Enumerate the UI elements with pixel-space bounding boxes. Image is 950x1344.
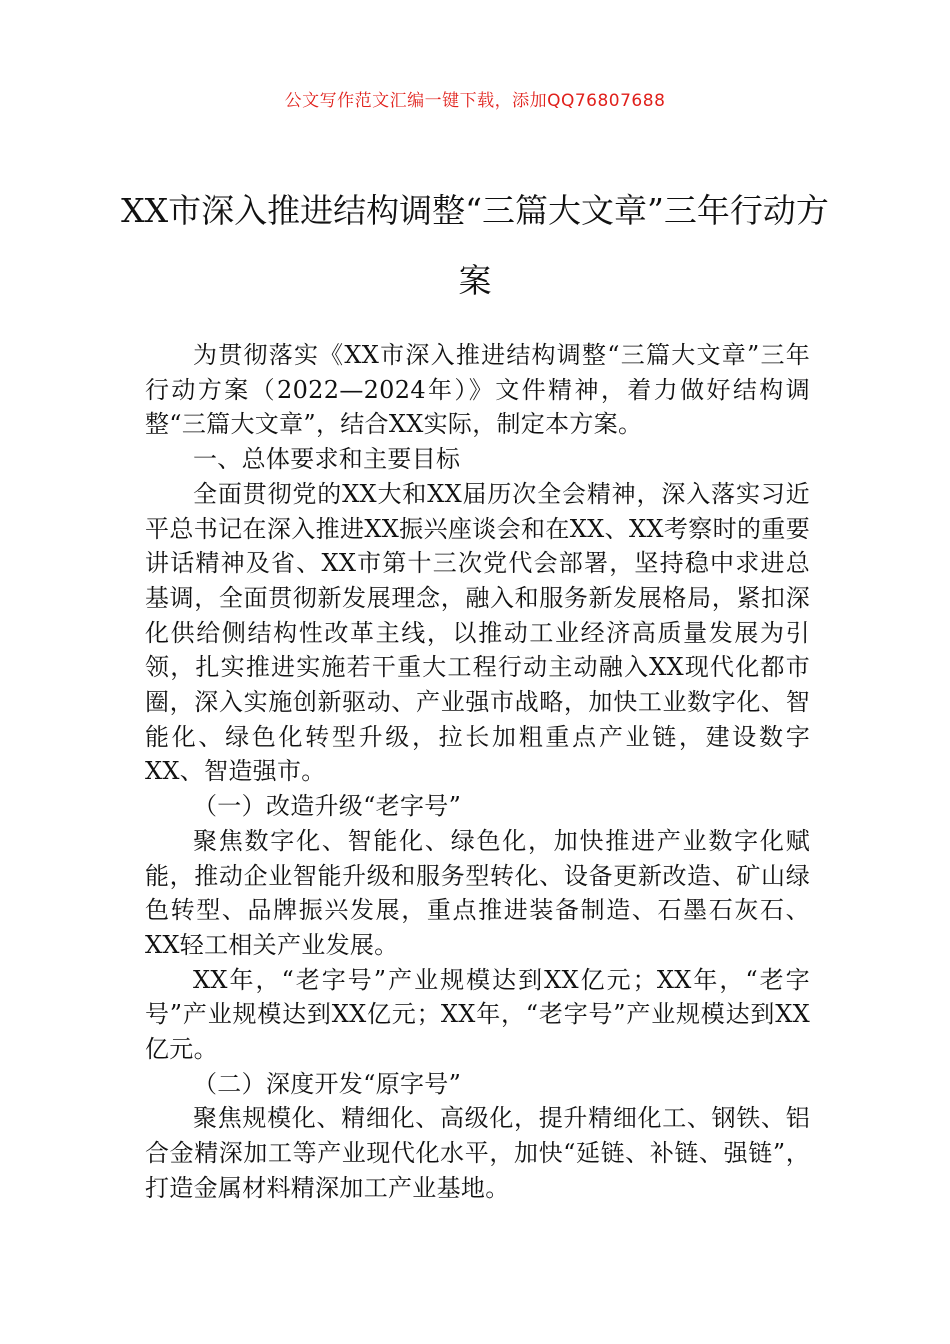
general-requirements-paragraph: 全面贯彻党的XX大和XX届历次全会精神，深入落实习近平总书记在深入推进XX振兴座谈会和在XX、XX考察时的重要讲话精神及省、XX市第十三次党代会部署，坚持稳中求进总基调，全面贯彻新发展理念，融入和服务新发展格局，紧扣深化供给侧结构性改革主线，以推动工业经济高质量发展为引领，扎实推进实施若干重大工程行动主动融入XX现代化都市圈，深入实施创新驱动、产业强市战略，加快工业数字化、智能化、绿色化转型升级，拉长加粗重点产业链，建设数字XX、智造强市。 (145, 479, 810, 786)
old-brands-targets-paragraph: XX年，“老字号”产业规模达到XX亿元；XX年，“老字号”产业规模达到XX亿元；XX年，“老字号”产业规模达到XX亿元。 (145, 965, 810, 1064)
subsection-heading-old-brands: （一）改造升级“老字号” (193, 792, 462, 821)
section-heading-general-requirements: 一、总体要求和主要目标 (193, 445, 461, 474)
raw-materials-paragraph: 聚焦规模化、精细化、高级化，提升精细化工、钢铁、铝合金精深加工等产业现代化水平，加快“延链、补链、强链”，打造金属材料精深加工产业基地。 (145, 1104, 810, 1202)
download-promo-note: 公文写作范文汇编一键下载，添加QQ76807688 (284, 91, 666, 111)
subsection-heading-raw-materials: （二）深度开发“原字号” (193, 1069, 462, 1098)
document-body (145, 338, 810, 1206)
old-brands-paragraph: 聚焦数字化、智能化、绿色化，加快推进产业数字化赋能，推动企业智能升级和服务型转化、设备更新改造、矿山绿色转型、品牌振兴发展，重点推进装备制造、石墨石灰石、XX轻工相关产业发展。 (145, 826, 810, 959)
intro-paragraph: 为贯彻落实《XX市深入推进结构调整“三篇大文章”三年行动方案（2022—2024年）》文件精神，着力做好结构调整“三篇大文章”，结合XX实际，制定本方案。 (145, 341, 810, 439)
document-title: XX市深入推进结构调整“三篇大文章”三年行动方案 (121, 191, 829, 300)
